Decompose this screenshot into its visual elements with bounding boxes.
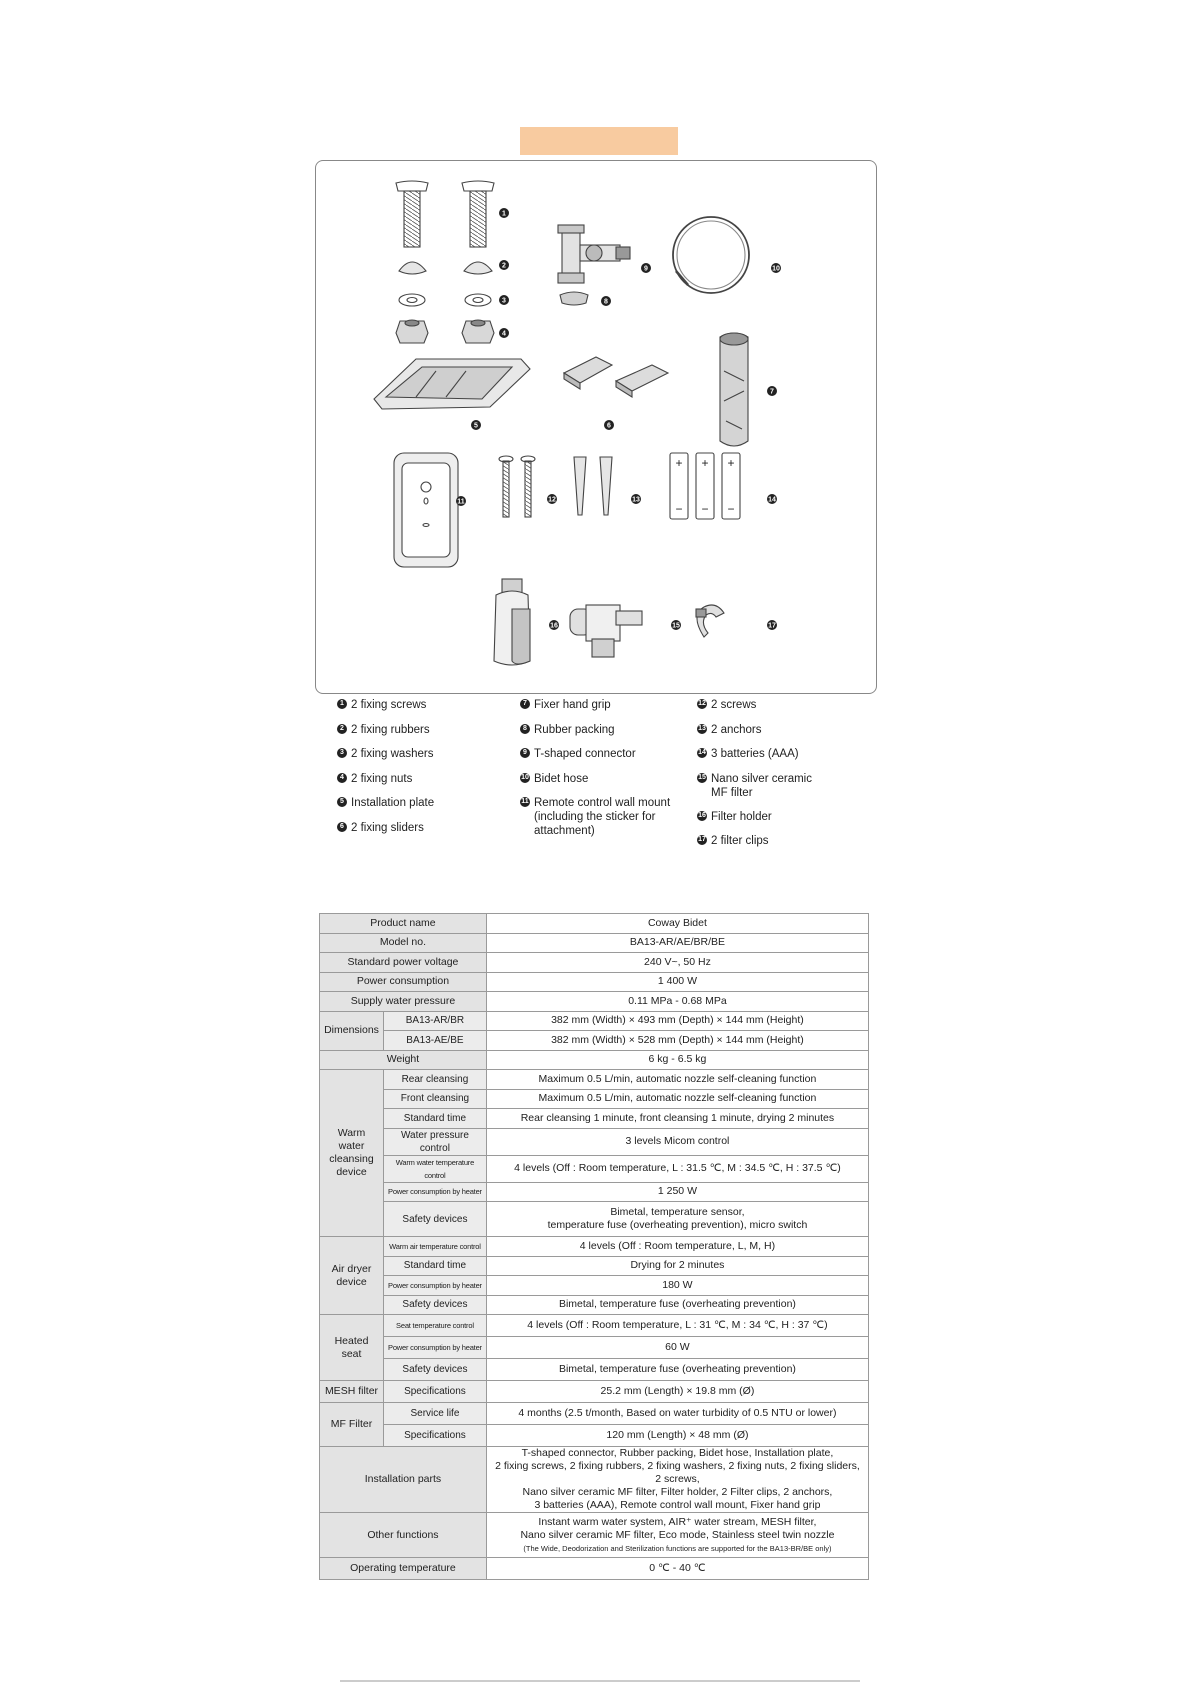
table-row [320, 1202, 869, 1237]
svg-text:13: 13 [632, 496, 640, 504]
legend-item: 16 Filter holder [698, 810, 772, 823]
parts-legend [337, 698, 857, 858]
table-row [320, 1513, 869, 1558]
callout-8 [601, 296, 611, 306]
row-value: Coway Bidet [486, 914, 868, 934]
row-value: Maximum 0.5 L/min, automatic nozzle self-cleaning function [486, 1089, 868, 1109]
legend-item: 7 Fixer hand grip [520, 698, 680, 723]
table-row [320, 1276, 869, 1296]
callout-15 [671, 620, 681, 630]
fixer-hand-grip-illustration [720, 333, 748, 446]
group-label: Warm water cleansing device [320, 1070, 384, 1237]
row-value: Instant warm water system, AIR⁺ water stream, MESH filter, Nano silver ceramic MF filter, Eco mode, Stainless steel twin nozzle (The Wide, Deodorization and Sterilization functions are supported for the BA13-BR/BE only) [486, 1513, 868, 1558]
table-row [320, 1447, 869, 1513]
table-row [320, 1011, 869, 1031]
table-row [320, 1089, 869, 1109]
table-row [320, 1128, 869, 1155]
rubber-packing-illustration [560, 292, 588, 305]
battery-plus-mark-1: + [675, 456, 683, 470]
row-label: Power consumption by heater [383, 1337, 486, 1359]
table-row [320, 1295, 869, 1315]
row-label: Specifications [383, 1425, 486, 1447]
legend-item: 14 3 batteries (AAA) [698, 748, 799, 760]
legend-item: 10 Bidet hose [521, 772, 589, 785]
table-row [320, 1425, 869, 1447]
legend-item: 4 2 fixing nuts [337, 772, 507, 797]
svg-text:11: 11 [457, 498, 465, 506]
row-value: 4 levels (Off : Room temperature, L, M, H) [486, 1237, 868, 1257]
callout-13 [631, 494, 641, 504]
battery-plus-mark-3: + [727, 456, 735, 470]
table-row [320, 1031, 869, 1051]
row-value: Bimetal, temperature fuse (overheating prevention) [486, 1295, 868, 1315]
svg-text:16: 16 [550, 622, 558, 630]
row-value: Bimetal, temperature sensor, temperature fuse (overheating prevention), micro switch [486, 1202, 868, 1237]
row-label: Operating temperature [320, 1558, 487, 1580]
legend-item: 17 2 filter clips [698, 835, 769, 847]
svg-text:4: 4 [502, 330, 506, 338]
legend-item: 6 2 fixing sliders [337, 821, 507, 846]
table-row [320, 1256, 869, 1276]
legend-column-3 [697, 698, 827, 859]
row-label: Standard time [383, 1109, 486, 1129]
table-row [320, 1558, 869, 1580]
row-value: Maximum 0.5 L/min, automatic nozzle self-cleaning function [486, 1070, 868, 1090]
row-label: Supply water pressure [320, 992, 487, 1012]
table-row [320, 1403, 869, 1425]
group-label: MF Filter [320, 1403, 384, 1447]
row-value: 1 400 W [486, 972, 868, 992]
fixing-rubber-illustration [399, 262, 492, 274]
svg-text:12: 12 [548, 496, 556, 504]
callout-14 [767, 494, 777, 504]
table-row [320, 1237, 869, 1257]
legend-item: 5 Installation plate [337, 796, 507, 821]
parts-illustration [316, 161, 876, 693]
group-label: Dimensions [320, 1011, 384, 1050]
battery-plus-mark-2: + [701, 456, 709, 470]
table-row [320, 1109, 869, 1129]
table-row [320, 1381, 869, 1403]
legend-column-2 [520, 698, 680, 848]
callout-17 [767, 620, 777, 630]
section-header-band [520, 127, 678, 155]
svg-text:17: 17 [768, 622, 776, 630]
svg-text:14: 14 [768, 496, 776, 504]
row-label: BA13-AE/BE [383, 1031, 486, 1051]
svg-text:15: 15 [672, 622, 680, 630]
row-value: 1 250 W [486, 1182, 868, 1202]
row-label: Other functions [320, 1513, 487, 1558]
row-value: T-shaped connector, Rubber packing, Bidet hose, Installation plate, 2 fixing screws, 2 fixing rubbers, 2 fixing washers, 2 fixing nuts, 2 fixing sliders, 2 screws, Nano silver ceramic MF filter, Filter holder, 2 Filter clips, 2 anchors, 3 batteries (AAA), Remote control wall mount, Fixer hand grip [486, 1447, 868, 1513]
legend-item: 12 2 screws [698, 699, 757, 711]
row-value: 240 V~, 50 Hz [486, 953, 868, 973]
row-label: Standard time [383, 1256, 486, 1276]
row-value: Rear cleansing 1 minute, front cleansing 1 minute, drying 2 minutes [486, 1109, 868, 1129]
table-row [320, 1359, 869, 1381]
svg-text:7: 7 [770, 388, 774, 396]
callout-10 [771, 263, 781, 273]
row-label: Water pressure control [383, 1128, 486, 1155]
battery-minus-mark-1: − [675, 502, 683, 516]
legend-item: 1 2 fixing screws [337, 698, 507, 723]
row-value: BA13-AR/AE/BR/BE [486, 933, 868, 953]
row-label: Product name [320, 914, 487, 934]
table-row [320, 1050, 869, 1070]
table-row [320, 1315, 869, 1337]
table-row [320, 914, 869, 934]
legend-column-1 [337, 698, 507, 845]
row-label: Safety devices [383, 1295, 486, 1315]
battery-minus-mark-3: − [727, 502, 735, 516]
svg-text:10: 10 [772, 265, 780, 273]
svg-text:8: 8 [604, 298, 608, 306]
svg-text:1: 1 [502, 210, 506, 218]
svg-text:5: 5 [474, 422, 478, 430]
legend-item: 15 Nano silver ceramic MF filter [698, 772, 812, 799]
row-label: Weight [320, 1050, 487, 1070]
row-value: 4 levels (Off : Room temperature, L : 31 ℃, M : 34 ℃, H : 37 ℃) [486, 1315, 868, 1337]
row-label: Service life [383, 1403, 486, 1425]
filter-holder-illustration [494, 579, 530, 665]
anchors-illustration [574, 457, 612, 515]
row-value: 180 W [486, 1276, 868, 1296]
callout-3 [499, 295, 509, 305]
legend-item: 3 2 fixing washers [337, 747, 507, 772]
page-bottom-rule [340, 1680, 860, 1682]
callout-1 [499, 208, 509, 218]
battery-minus-mark-2: − [701, 502, 709, 516]
legend-item: 11 Remote control wall mount (including the sticker for attachment) [521, 797, 671, 837]
installation-plate-illustration [374, 359, 530, 409]
table-row [320, 1182, 869, 1202]
fixing-nut-illustration [396, 320, 494, 343]
group-label: Heated seat [320, 1315, 384, 1381]
row-label: Safety devices [383, 1359, 486, 1381]
row-label: Standard power voltage [320, 953, 487, 973]
parts-illustration-box [315, 160, 877, 694]
row-value: 120 mm (Length) × 48 mm (Ø) [486, 1425, 868, 1447]
row-value: 382 mm (Width) × 528 mm (Depth) × 144 mm (Height) [486, 1031, 868, 1051]
callout-6 [604, 420, 614, 430]
callout-4 [499, 328, 509, 338]
row-label: Power consumption by heater [383, 1182, 486, 1202]
filter-clip-illustration [696, 605, 724, 637]
specifications-table [319, 913, 869, 1580]
table-row [320, 933, 869, 953]
callout-11 [456, 496, 466, 506]
table-row [320, 972, 869, 992]
row-label: Warm air temperature control [383, 1237, 486, 1257]
row-value: 382 mm (Width) × 493 mm (Depth) × 144 mm (Height) [486, 1011, 868, 1031]
table-row [320, 1070, 869, 1090]
row-label: Front cleansing [383, 1089, 486, 1109]
row-label: Power consumption [320, 972, 487, 992]
row-value: 0 ℃ - 40 ℃ [486, 1558, 868, 1580]
svg-text:6: 6 [607, 422, 611, 430]
row-label: BA13-AR/BR [383, 1011, 486, 1031]
row-label: Installation parts [320, 1447, 487, 1513]
row-label: Specifications [383, 1381, 486, 1403]
row-value: 4 levels (Off : Room temperature, L : 31.5 ℃, M : 34.5 ℃, H : 37.5 ℃) [486, 1155, 868, 1182]
svg-text:9: 9 [644, 265, 648, 273]
group-label: MESH filter [320, 1381, 384, 1403]
row-label: Seat temperature control [383, 1315, 486, 1337]
legend-item: 2 2 fixing rubbers [337, 723, 507, 748]
legend-item: 8 Rubber packing [520, 723, 680, 748]
row-label: Rear cleansing [383, 1070, 486, 1090]
table-row [320, 1155, 869, 1182]
row-value: 3 levels Micom control [486, 1128, 868, 1155]
row-value: Bimetal, temperature fuse (overheating prevention) [486, 1359, 868, 1381]
row-value: 4 months (2.5 t/month, Based on water turbidity of 0.5 NTU or lower) [486, 1403, 868, 1425]
fixing-slider-illustration [564, 357, 668, 397]
group-label: Air dryer device [320, 1237, 384, 1315]
callout-12 [547, 494, 557, 504]
row-value: Drying for 2 minutes [486, 1256, 868, 1276]
table-row [320, 953, 869, 973]
row-label: Safety devices [383, 1202, 486, 1237]
mf-filter-illustration [570, 605, 642, 657]
t-shaped-connector-illustration [558, 225, 630, 283]
row-label: Power consumption by heater [383, 1276, 486, 1296]
legend-item: 13 2 anchors [698, 723, 762, 736]
row-label: Model no. [320, 933, 487, 953]
row-value: 25.2 mm (Length) × 19.8 mm (Ø) [486, 1381, 868, 1403]
table-row [320, 1337, 869, 1359]
svg-text:2: 2 [502, 262, 506, 270]
table-row [320, 992, 869, 1012]
row-value: 60 W [486, 1337, 868, 1359]
remote-wall-mount-illustration [394, 453, 458, 567]
callout-2 [499, 260, 509, 270]
svg-text:3: 3 [502, 297, 506, 305]
row-value: 0.11 MPa - 0.68 MPa [486, 992, 868, 1012]
legend-item: 9 T-shaped connector [520, 747, 680, 772]
callout-16 [549, 620, 559, 630]
callout-7 [767, 386, 777, 396]
callout-5 [471, 420, 481, 430]
row-label: Warm water temperature control [383, 1155, 486, 1182]
fixing-washer-illustration [399, 294, 491, 306]
bidet-hose-illustration [673, 217, 749, 293]
row-value: 6 kg - 6.5 kg [486, 1050, 868, 1070]
fixing-screw-illustration [396, 181, 494, 247]
screws-illustration [499, 456, 535, 517]
callout-9 [641, 263, 651, 273]
